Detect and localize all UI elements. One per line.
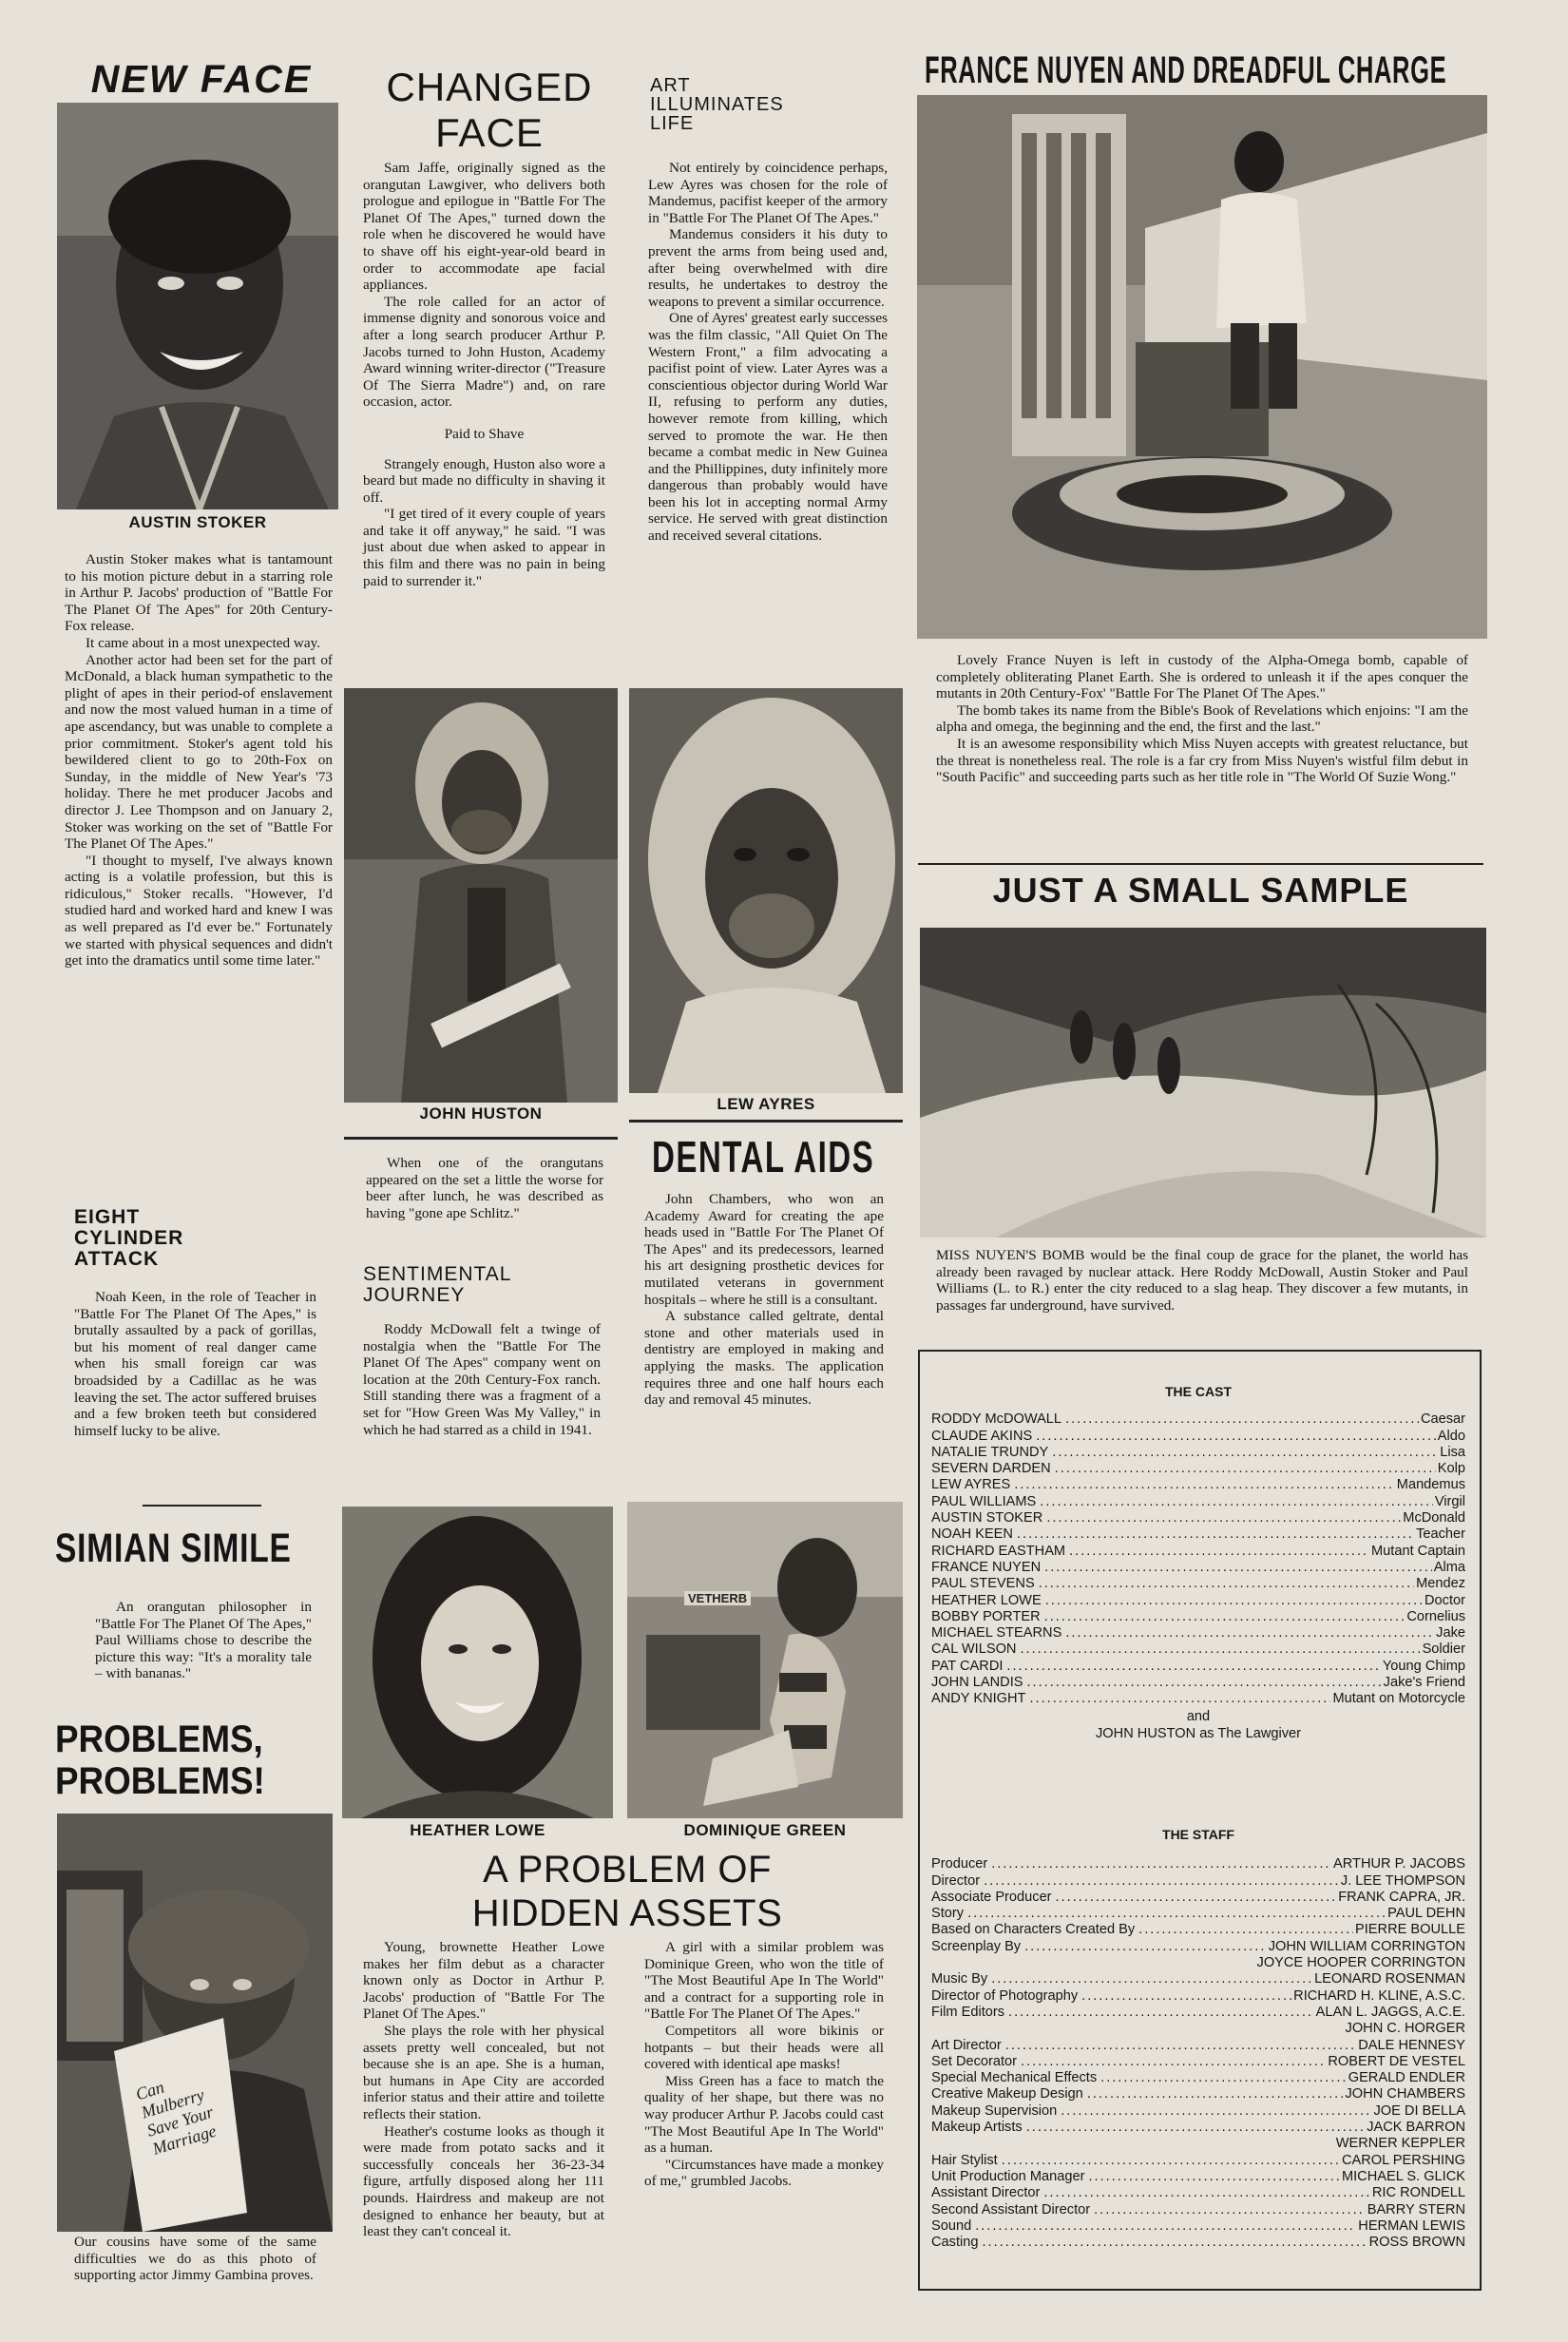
cast-row [931,1593,1465,1609]
staff-role: Sound [931,2217,972,2234]
cast-role-name: Mandemus [1396,1477,1465,1493]
staff-person-name: MICHAEL S. GLICK [1341,2168,1465,2184]
cast-actor-name: SEVERN DARDEN [931,1461,1051,1477]
leader-dots [1056,1890,1337,1906]
staff-person-name: ARTHUR P. JACOBS [1333,1856,1465,1872]
staff-row [931,1971,1465,1987]
staff-role: Assistant Director [931,2185,1041,2201]
cast-actor-name: CLAUDE AKINS [931,1428,1033,1444]
dental-aids-heading: DENTAL AIDS [652,1132,875,1181]
problems-heading: PROBLEMS, PROBLEMS! [55,1718,265,1802]
staff-role: Director [931,1872,981,1889]
staff-person-name: HERMAN LEWIS [1358,2217,1465,2234]
dominique-green-photo [627,1502,903,1818]
staff-row [931,1906,1465,1922]
staff-person-name: PIERRE BOULLE [1355,1922,1465,1938]
leader-dots [1036,1429,1436,1445]
staff-role: Story [931,1906,965,1922]
slag-heap-caption: MISS NUYEN'S BOMB would be the final coup de grace for the planet, the world has already been ravaged by nuclear attack. Here Roddy McDowall, Austin Stoker and Paul Williams (L. to R.) enter the city reduced to a slag heap. They discover a few mutants, in passages far underground, have survived. [936,1247,1468,1314]
leader-dots [1088,2169,1340,2185]
staff-row [931,2054,1465,2070]
staff-person-name: J. LEE THOMPSON [1340,1872,1465,1889]
slag-heap-photo [920,928,1486,1238]
leader-dots [1029,1691,1330,1707]
staff-role: Music By [931,1971,988,1987]
simian-simile-heading: SIMIAN SIMILE [55,1526,292,1571]
staff-person-name: JOYCE HOOPER CORRINGTON [1256,1955,1465,1971]
staff-row [931,2136,1465,2152]
leader-dots [1020,1641,1420,1658]
staff-person-name: DALE HENNESY [1358,2037,1465,2053]
lew-ayres-photo [629,688,903,1093]
staff-role: Art Director [931,2037,1002,2053]
cast-actor-name: ANDY KNIGHT [931,1691,1026,1707]
hidden-assets-heading: A PROBLEM OF HIDDEN ASSETS [471,1849,783,1934]
cast-row [931,1544,1465,1560]
staff-role: Makeup Artists [931,2120,1023,2136]
france-nuyen-article: Lovely France Nuyen is left in custody of the Alpha-Omega bomb, capable of completely obliterating Planet Earth. She is ordered to unleash it if the apes conquer the mutants in 20th Century-Fox' "Battle For The Planet Of The Apes." The bomb takes its name from the Bible's Book of Revelations which enjoins: "I am the alpha and omega, the beginning and the end, the first and the last." It is an awesome responsibility which Miss Nuyen accepts with greatest reluctance, but the threat is nonetheless real. The role is a far cry from Miss Nuyen's wistful film debut in "South Pacific" and succeeding parts such as her title role in "The World Of Suzie Wong." [936,652,1468,786]
leader-dots [967,1906,1386,1922]
cast-row [931,1609,1465,1625]
changed-face-article: Sam Jaffe, originally signed as the orangutan Lawgiver, who delivers both prologue and epilogue in "Battle For The Planet Of The Apes," turned down the role when he discovered he would have to shave off his eight-year-old beard in order to accommodate ape facial appliances. The role called for an actor of immense dignity and sonorous voice and after a long search producer Arthur P. Jacobs turned to John Huston, Academy Award winning writer-director ("Treasure Of The Sierra Madre") and, on rare occasion, actor. Paid to Shave Strangely enough, Huston also wore a beard but made no difficulty in shaving it off. "I get tired of it every couple of years and take it off anyway," he said. "I was just about due when asked to appear in this film and there was no pain in being paid to surrender it." [363,160,605,589]
cast-role-name: Mutant Captain [1371,1543,1465,1559]
staff-person-name: ROBERT DE VESTEL [1328,2053,1465,2069]
leader-dots [1040,1494,1433,1510]
cast-row [931,1659,1465,1675]
cast-role-name: Kolp [1437,1461,1465,1477]
jimmy-gambina-photo [57,1814,333,2232]
divider [918,863,1483,865]
staff-role: Associate Producer [931,1889,1052,1905]
paid-to-shave-subhead: Paid to Shave [444,425,525,442]
staff-row [931,1873,1465,1890]
leader-dots [1087,2086,1344,2102]
cast-row [931,1411,1465,1428]
leader-dots [991,1856,1331,1872]
divider [629,1120,903,1123]
john-huston-photo [344,688,618,1103]
lew-ayres-caption: LEW AYRES [717,1095,815,1113]
eight-cylinder-heading: EIGHT CYLINDER ATTACK [74,1206,184,1270]
cast-row [931,1691,1465,1707]
cast-row [931,1526,1465,1543]
staff-person-name: WERNER KEPPLER [1335,2136,1465,2152]
staff-role: Based on Characters Created By [931,1922,1136,1938]
staff-row [931,2021,1465,2037]
new-face-heading: NEW FACE [90,57,313,101]
leader-dots [1005,2038,1356,2054]
heather-lowe-caption: HEATHER LOWE [410,1821,545,1839]
staff-row [931,2005,1465,2021]
staff-row [931,1856,1465,1872]
staff-row [931,2120,1465,2136]
cast-and: and [1186,1708,1211,1724]
leader-dots [1052,1445,1438,1461]
cast-role-name: Young Chimp [1382,1658,1465,1674]
leader-dots [982,2235,1367,2251]
cast-row [931,1641,1465,1658]
cast-role-name: Soldier [1422,1641,1465,1658]
leader-dots [1043,2185,1370,2201]
cast-row [931,1560,1465,1576]
leader-dots [1027,1675,1382,1691]
staff-row [931,2153,1465,2169]
cast-lawgiver: JOHN HUSTON as The Lawgiver [1096,1725,1301,1741]
cast-role-name: Alma [1433,1559,1465,1575]
leader-dots [1044,1560,1432,1576]
sentimental-journey-heading: SENTIMENTAL JOURNEY [363,1263,512,1306]
staff-row [931,2218,1465,2235]
staff-role [931,2021,935,2037]
eight-cylinder-article: Noah Keen, in the role of Teacher in "Battle For The Planet Of The Apes," is brutally assaulted by a pack of gorillas, but his moment of real danger came when his small foreign car was broadsided by a Cadillac as he was leaving the set. The actor suffered bruises and a few broken teeth but considered himself lucky to be alive. [74,1289,316,1439]
leader-dots [1039,1576,1414,1592]
cast-role-name: Teacher [1416,1526,1465,1543]
dental-aids-article: John Chambers, who won an Academy Award for creating the ape heads used in "Battle For The Planet Of The Apes" and its predecessors, learned his art designing prosthetic devices for mutilated veterans in government hospitals – where he still is a consultant. A substance called geltrate, dental stone and other materials used in dentistry are employed in making and applying the masks. The application requires three and one half hours each day and removal 45 minutes. [644,1191,884,1409]
staff-row [931,2086,1465,2102]
staff-role: Creative Makeup Design [931,2086,1083,2102]
cast-role-name: McDonald [1403,1510,1465,1526]
leader-dots [1002,2153,1340,2169]
staff-person-name: ALAN L. JAGGS, A.C.E. [1315,2004,1465,2020]
staff-role: Makeup Supervision [931,2102,1058,2119]
leader-dots [1100,2070,1347,2086]
cast-row [931,1445,1465,1461]
cast-title: THE CAST [1165,1384,1232,1399]
staff-row [931,1955,1465,1971]
hidden-assets-col1: Young, brownette Heather Lowe makes her film debut as a character known only as Doctor in Arthur P. Jacobs' production of "Battle For The Planet Of The Apes." She plays the role with her physical assets pretty well concealed, but not because she is an ape. She is a human, but humans in Ape City are accorded inferior status and their attire and toilette reflects their station. Heather's costume looks as though it were made from potato sacks and it successfully conceals her 36-23-34 figure, artfully disposed along her 111 pounds. Hairdress and makeup are not designed to enhance her beauty, but at least they can't conceal it. [363,1939,604,2240]
art-illuminates-heading: ART ILLUMINATES LIFE [650,75,784,134]
staff-role: Second Assistant Director [931,2201,1091,2217]
staff-role: Casting [931,2235,979,2251]
sentimental-journey-article: Roddy McDowall felt a twinge of nostalgia when the "Battle For The Planet Of The Apes" company went on location at the 20th Century-Fox ranch. Still standing there was a fragment of a set for "How Green Was My Valley," in which he had starred as a child in 1941. [363,1321,601,1438]
staff-title: THE STAFF [1162,1827,1234,1842]
staff-row [931,2169,1465,2185]
cast-actor-name: CAL WILSON [931,1641,1017,1658]
orangutan-note: When one of the orangutans appeared on the set a little the worse for beer after lunch, he was described as having "gone ape Schlitz." [366,1155,603,1221]
leader-dots [1024,1939,1267,1955]
cast-row [931,1576,1465,1592]
cast-role-name: Jake's Friend [1383,1675,1465,1691]
staff-row [931,2185,1465,2201]
leader-dots [991,1971,1312,1987]
staff-person-name: JOHN WILLIAM CORRINGTON [1268,1938,1465,1954]
divider [143,1505,261,1507]
leader-dots [1046,1510,1401,1526]
cast-row [931,1477,1465,1493]
leader-dots [1081,1988,1291,2005]
cast-actor-name: AUSTIN STOKER [931,1510,1043,1526]
staff-row [931,1890,1465,1906]
leader-dots [984,1873,1339,1890]
cast-actor-name: JOHN LANDIS [931,1675,1023,1691]
staff-person-name: PAUL DEHN [1387,1906,1465,1922]
staff-person-name: ROSS BROWN [1368,2235,1465,2251]
cast-row [931,1429,1465,1445]
staff-row [931,1922,1465,1938]
alpha-omega-bomb-photo [917,95,1487,639]
leader-dots [1055,1461,1436,1477]
staff-person-name: CAROL PERSHING [1341,2152,1465,2168]
leader-dots [1069,1544,1369,1560]
leader-dots [1138,1922,1353,1938]
cast-actor-name: MICHAEL STEARNS [931,1625,1062,1641]
staff-person-name: GERALD ENDLER [1348,2070,1465,2086]
changed-face-heading: CHANGED FACE [386,65,593,155]
art-illuminates-article: Not entirely by coincidence perhaps, Lew Ayres was chosen for the role of Mandemus, pacifist keeper of the armory in "Battle For The Planet Of The Apes." Mandemus considers it his duty to prevent the arms from being used and, after being overwhelmed with dire results, he undertakes to destroy the weapons to prevent a similar occurrence. One of Ayres' greatest early successes was the film classic, "All Quiet On The Western Front," a film advocating a pacifist point of view. Later Ayres was a conscientious objector during World War II, refusing to perform any duties, however remote from killing, which served to promote the war. He then became a combat medic in New Guinea and the Phillippines, duty infinitely more dangerous than probably would have been his lot in accepting normal Army service. He served with great distinction and received several citations. [648,160,888,545]
staff-row [931,1939,1465,1955]
cast-role-name: Caesar [1420,1411,1465,1428]
cast-actor-name: PAT CARDI [931,1658,1004,1674]
store-sign-text: VETHERB [684,1591,751,1605]
staff-role: Producer [931,1856,988,1872]
cast-role-name: Virgil [1434,1493,1465,1509]
simian-simile-article: An orangutan philosopher in "Battle For The Planet Of The Apes," Paul Williams chose to describe the picture this way: "It's a morality tale – with bananas." [95,1599,312,1682]
staff-person-name: JOHN C. HORGER [1345,2021,1465,2037]
cast-actor-name: RODDY McDOWALL [931,1411,1062,1428]
cast-actor-name: RICHARD EASTHAM [931,1543,1066,1559]
staff-person-name: JOE DI BELLA [1373,2102,1465,2119]
cast-actor-name: NOAH KEEN [931,1526,1013,1543]
cast-actor-name: BOBBY PORTER [931,1608,1041,1624]
cast-actor-name: FRANCE NUYEN [931,1559,1042,1575]
leader-dots [1065,1411,1419,1428]
staff-role: Screenplay By [931,1938,1022,1954]
cast-role-name: Doctor [1425,1592,1465,1608]
staff-row [931,1988,1465,2005]
divider [344,1137,618,1140]
leader-dots [1061,2103,1371,2120]
staff-row [931,2235,1465,2251]
leader-dots [1017,1526,1414,1543]
staff-role: Set Decorator [931,2053,1018,2069]
cast-row [931,1510,1465,1526]
cast-role-name: Mendez [1416,1576,1465,1592]
cast-section [931,1384,1465,1742]
hidden-assets-col2: A girl with a similar problem was Dominique Green, who won the title of "The Most Beautiful Ape In The World" and a contract for a supporting role in "Battle For The Planet Of The Apes." Competitors all wore bikinis or hotpants – but their heads were all covered with identical ape masks! Miss Green has a face to match the quality of her shape, but there was no way producer Arthur P. Jacobs could cast "The Most Beautiful Ape In The World" as a human. "Circumstances have made a monkey of me," grumbled Jacobs. [644,1939,884,2190]
leader-dots [1006,1659,1380,1675]
staff-list [931,1856,1465,2251]
cast-row [931,1625,1465,1641]
cast-actor-name: PAUL STEVENS [931,1576,1035,1592]
cast-role-name: Aldo [1437,1428,1465,1444]
staff-row [931,2202,1465,2218]
cast-role-name: Jake [1436,1625,1465,1641]
just-a-small-sample-heading: JUST A SMALL SAMPLE [992,871,1409,910]
staff-role [931,1955,935,1971]
staff-role: Hair Stylist [931,2152,998,2168]
cast-role-name: Lisa [1440,1444,1465,1460]
cast-actor-name: LEW AYRES [931,1477,1011,1493]
austin-stoker-photo [57,103,338,509]
cast-actor-name: PAUL WILLIAMS [931,1493,1037,1509]
staff-role: Unit Production Manager [931,2168,1085,2184]
leader-dots [1008,2005,1314,2021]
heather-lowe-photo [342,1507,613,1818]
staff-role: Film Editors [931,2004,1005,2020]
staff-section [931,1827,1465,2251]
dominique-green-caption: DOMINIQUE GREEN [683,1821,847,1839]
new-face-article: Austin Stoker makes what is tantamount to his motion picture debut in a starring role in Arthur P. Jacobs' production of "Battle For The Planet Of The Apes" for 20th Century-Fox release. It came about in a most unexpected way. Another actor had been set for the part of McDonald, a black human sympathetic to the plight of apes in their period-of enslavement and now the most valued human in a time of ape ascendancy, but was unable to complete a prior commitment. Stoker's agent told his bewildered client to go to 20th-Fox on Sunday, in the middle of New Year's '73 holiday. There he met producer Jacobs and director J. Lee Thompson and on January 2, Stoker was working on the set of "Battle For The Planet Of The Apes." "I thought to myself, I've always known acting is a volatile profession, but this is ridiculous," Stoker recalls. "However, I'd studied hard and worked hard and knew I was as well prepared as I'd ever be." Fortunately we started with physical sequences and didn't get into the dramatics until some time later." [65,551,333,969]
leader-dots [1045,1593,1423,1609]
staff-person-name: RICHARD H. KLINE, A.S.C. [1293,1987,1465,2004]
staff-person-name: FRANK CAPRA, JR. [1338,1889,1465,1905]
leader-dots [975,2218,1356,2235]
leader-dots [1044,1609,1405,1625]
austin-stoker-caption: AUSTIN STOKER [128,513,267,531]
staff-row [931,2038,1465,2054]
john-huston-caption: JOHN HUSTON [419,1104,543,1123]
cast-role-name: Mutant on Motorcycle [1332,1691,1465,1707]
staff-person-name: RIC RONDELL [1371,2185,1465,2201]
staff-role: Director of Photography [931,1987,1079,2004]
leader-dots [1014,1477,1395,1493]
leader-dots [1026,2120,1365,2136]
magazine-cover-text: Can Mulberry Save Your Marriage [133,2077,219,2159]
staff-person-name: JOHN CHAMBERS [1345,2086,1465,2102]
cast-actor-name: NATALIE TRUNDY [931,1444,1049,1460]
cast-row [931,1494,1465,1510]
staff-person-name: LEONARD ROSENMAN [1314,1971,1465,1987]
cast-row [931,1675,1465,1691]
cast-list [931,1411,1465,1707]
staff-role: Special Mechanical Effects [931,2070,1098,2086]
cast-row [931,1461,1465,1477]
staff-row [931,2070,1465,2086]
cast-role-name: Cornelius [1406,1608,1465,1624]
leader-dots [1021,2054,1326,2070]
leader-dots [1094,2202,1366,2218]
staff-row [931,2103,1465,2120]
problems-caption: Our cousins have some of the same difficulties we do as this photo of supporting actor Jimmy Gambina proves. [74,2234,316,2284]
leader-dots [1065,1625,1434,1641]
staff-person-name: JACK BARRON [1367,2120,1465,2136]
cast-actor-name: HEATHER LOWE [931,1592,1042,1608]
staff-role [931,2136,935,2152]
france-nuyen-heading: FRANCE NUYEN AND DREADFUL CHARGE [925,49,1447,91]
staff-person-name: BARRY STERN [1367,2201,1465,2217]
